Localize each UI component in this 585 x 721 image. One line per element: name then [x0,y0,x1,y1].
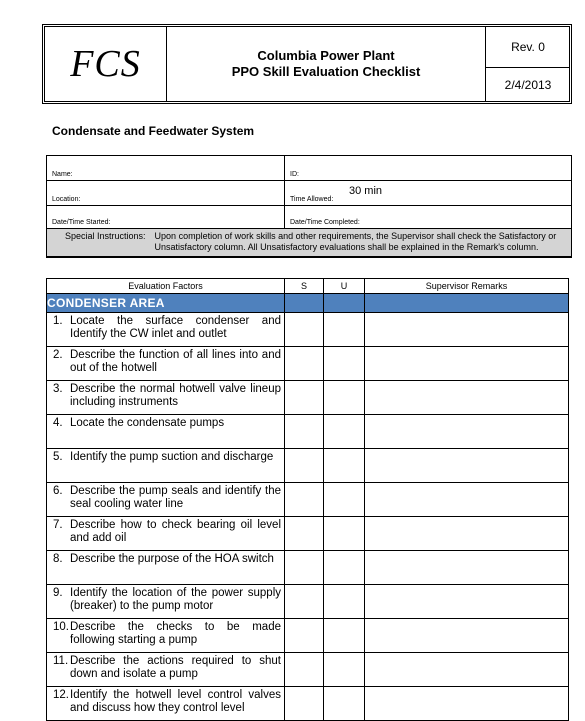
unsatisfactory-cell[interactable] [324,551,365,585]
supervisor-remarks-cell[interactable] [365,381,569,415]
satisfactory-cell[interactable] [285,347,324,381]
revision-date: 2/4/2013 [504,77,552,92]
item-description: Identify the pump suction and discharge [70,451,274,463]
item-number: 10. [53,621,69,633]
supervisor-remarks-cell[interactable] [365,653,569,687]
date-started-label: Date/Time Started: [52,219,111,226]
item-description: Describe the function of all lines into and out of the hotwell [70,349,281,374]
fcs-logo: FCS [45,27,167,101]
item-description: Identify the hotwell level control valves and discuss how they control level [70,689,281,714]
table-header-row [47,279,569,294]
item-number: 2. [53,349,63,361]
revision-box [485,27,570,101]
special-instructions [47,229,571,257]
location-label: Location: [52,196,81,203]
section-title: CONDENSER AREA [47,294,285,313]
item-number: 7. [53,519,63,531]
unsatisfactory-cell[interactable] [324,517,365,551]
evaluation-factor [47,551,285,585]
table-row [47,619,569,653]
item-number: 9. [53,587,63,599]
item-number: 3. [53,383,63,395]
table-row [47,687,569,721]
revision-label: Rev. 0 [486,27,570,68]
evaluation-factor [47,381,285,415]
time-allowed-field[interactable] [285,181,571,205]
unsatisfactory-cell[interactable] [324,381,365,415]
item-description: Identify the location of the power supply (breaker) to the pump motor [70,587,281,612]
item-description: Describe the pump seals and identify the seal cooling water line [70,485,281,510]
form-row-dates [47,206,571,229]
item-number: 5. [53,451,63,463]
item-number: 4. [53,417,63,429]
satisfactory-cell[interactable] [285,687,324,721]
unsatisfactory-cell[interactable] [324,415,365,449]
document-header [44,26,570,102]
trainee-info-form [46,155,572,258]
unsatisfactory-cell[interactable] [324,687,365,721]
date-started-field[interactable] [47,206,285,228]
supervisor-remarks-cell[interactable] [365,687,569,721]
supervisor-remarks-cell[interactable] [365,449,569,483]
special-instructions-text: Upon completion of work skills and other requirements, the Supervisor shall check the Satisfactory or Unsatisfactory column. All Unsatisfactory evaluations shall be explained in the Remark's column. [154,231,557,252]
date-completed-field[interactable] [285,206,571,228]
table-row [47,381,569,415]
system-title: Condensate and Feedwater System [52,124,255,138]
satisfactory-cell[interactable] [285,415,324,449]
document-title [167,27,485,101]
table-row [47,483,569,517]
table-row [47,517,569,551]
section-blank-s [285,294,324,313]
satisfactory-cell[interactable] [285,483,324,517]
evaluation-factor [47,347,285,381]
location-field[interactable] [47,181,285,205]
evaluation-factor [47,517,285,551]
unsatisfactory-cell[interactable] [324,313,365,347]
time-allowed-value: 30 min [349,185,383,197]
item-description: Describe the purpose of the HOA switch [70,553,274,565]
form-row-location [47,181,571,206]
unsatisfactory-cell[interactable] [324,449,365,483]
name-field[interactable] [47,156,285,180]
supervisor-remarks-cell[interactable] [365,585,569,619]
supervisor-remarks-cell[interactable] [365,551,569,585]
table-row [47,653,569,687]
plant-name: Columbia Power Plant [257,48,395,63]
evaluation-factor [47,653,285,687]
evaluation-factor [47,415,285,449]
special-instructions-label: Special Instructions: [65,231,146,241]
section-row-condenser [47,294,569,313]
unsatisfactory-cell[interactable] [324,483,365,517]
id-label: ID: [290,171,299,178]
supervisor-remarks-header: Supervisor Remarks [365,279,569,294]
table-row [47,313,569,347]
item-description: Describe the normal hotwell valve lineup including instruments [70,383,281,408]
supervisor-remarks-cell[interactable] [365,517,569,551]
item-number: 6. [53,485,63,497]
evaluation-factors-header: Evaluation Factors [47,279,285,294]
id-field[interactable] [285,156,571,180]
name-label: Name: [52,171,73,178]
unsatisfactory-cell[interactable] [324,585,365,619]
satisfactory-cell[interactable] [285,619,324,653]
supervisor-remarks-cell[interactable] [365,347,569,381]
checklist-name: PPO Skill Evaluation Checklist [231,64,421,79]
supervisor-remarks-cell[interactable] [365,415,569,449]
unsatisfactory-cell[interactable] [324,619,365,653]
table-row [47,585,569,619]
date-completed-label: Date/Time Completed: [290,219,360,226]
evaluation-factor [47,687,285,721]
evaluation-factor [47,313,285,347]
satisfactory-cell[interactable] [285,517,324,551]
item-description: Describe how to check bearing oil level and add oil [70,519,281,544]
satisfactory-cell[interactable] [285,551,324,585]
satisfactory-cell[interactable] [285,653,324,687]
item-description: Describe the checks to be made following starting a pump [70,621,281,646]
table-row [47,347,569,381]
time-allowed-label: Time Allowed: [290,196,334,203]
table-row [47,415,569,449]
evaluation-factor [47,585,285,619]
satisfactory-cell[interactable] [285,585,324,619]
supervisor-remarks-cell[interactable] [365,483,569,517]
evaluation-factor [47,619,285,653]
item-description: Locate the surface condenser and Identify the CW inlet and outlet [70,315,281,340]
unsatisfactory-cell[interactable] [324,653,365,687]
item-number: 11. [53,655,69,667]
item-description: Describe the actions required to shut down and isolate a pump [70,655,281,680]
item-description: Locate the condensate pumps [70,417,225,429]
unsatisfactory-header: U [324,279,365,294]
evaluation-factor [47,483,285,517]
satisfactory-header: S [285,279,324,294]
item-number: 8. [53,553,63,565]
unsatisfactory-cell[interactable] [324,347,365,381]
evaluation-table [46,278,569,721]
form-row-name [47,156,571,181]
section-blank-u [324,294,365,313]
satisfactory-cell[interactable] [285,313,324,347]
section-blank-remarks [365,294,569,313]
satisfactory-cell[interactable] [285,449,324,483]
satisfactory-cell[interactable] [285,381,324,415]
supervisor-remarks-cell[interactable] [365,619,569,653]
table-row [47,551,569,585]
supervisor-remarks-cell[interactable] [365,313,569,347]
evaluation-factor [47,449,285,483]
item-number: 12. [53,689,69,701]
item-number: 1. [53,315,63,327]
table-row [47,449,569,483]
